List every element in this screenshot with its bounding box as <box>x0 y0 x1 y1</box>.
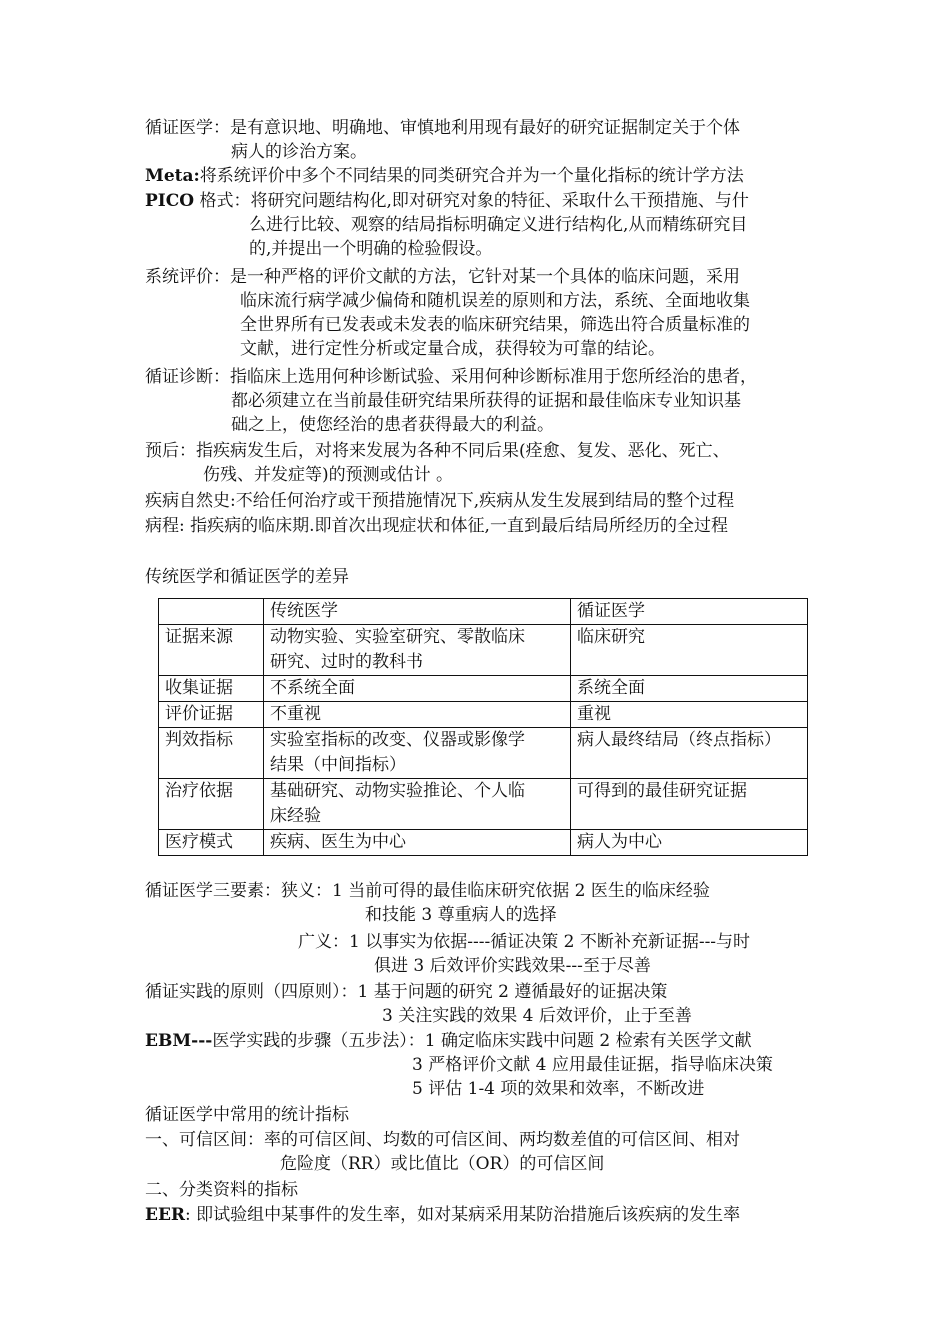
principles-line-2: 3 关注实践的效果 4 后效评价，止于至善 <box>382 1006 692 1026</box>
traditional-cell: 实验室指标的改变、仪器或影像学 结果（中间指标） <box>264 728 571 779</box>
table-header-row <box>159 599 808 625</box>
ebm-cell: 重视 <box>571 702 808 728</box>
systematic-review-line-1: 系统评价：是一种严格的评价文献的方法，它针对某一个具体的临床问题，采用 <box>145 267 740 287</box>
ebm-cell: 系统全面 <box>571 676 808 702</box>
systematic-review-line-4: 文献，进行定性分析或定量合成，获得较为可靠的结论。 <box>240 339 665 359</box>
traditional-cell: 动物实验、实验室研究、零散临床 研究、过时的教科书 <box>264 625 571 676</box>
eer-text: : 即试验组中某事件的发生率，如对某病采用某防治措施后该疾病的发生率 <box>185 1205 741 1225</box>
diagnosis-line-3: 础之上，使您经治的患者获得最大的利益。 <box>231 415 554 435</box>
ebm-cell: 可得到的最佳研究证据 <box>571 779 808 830</box>
row-label: 医疗模式 <box>159 830 264 856</box>
ebm-cell: 病人为中心 <box>571 830 808 856</box>
stats-section-title: 循证医学中常用的统计指标 <box>145 1105 349 1125</box>
meta-definition <box>145 164 744 188</box>
diagnosis-line-1: 循证诊断：指临床上选用何种诊断试验、采用何种诊断标准用于您所经治的患者， <box>145 367 757 387</box>
table-row <box>159 728 808 779</box>
meta-text: 将系统评价中多个不同结果的同类研究合并为一个量化指标的统计学方法 <box>199 166 744 186</box>
prognosis-line-1: 预后：指疾病发生后，对将来发展为各种不同后果(痊愈、复发、恶化、死亡、 <box>145 441 730 461</box>
pico-text-1: 格式：将研究问题结构化,即对研究对象的特征、采取什么干预措施、与什 <box>194 191 749 211</box>
natural-history-term: 疾病自然史: <box>145 491 236 511</box>
table-row <box>159 625 808 676</box>
table-title: 传统医学和循证医学的差异 <box>145 567 349 587</box>
pico-definition-line-3: 的,并提出一个明确的检验假设。 <box>249 239 493 259</box>
row-label: 治疗依据 <box>159 779 264 830</box>
table-row <box>159 676 808 702</box>
traditional-cell: 疾病、医生为中心 <box>264 830 571 856</box>
row-label: 收集证据 <box>159 676 264 702</box>
row-label: 评价证据 <box>159 702 264 728</box>
ebm-definition-line-2: 病人的诊治方案。 <box>231 142 367 162</box>
table-row <box>159 830 808 856</box>
pico-definition-line-1 <box>145 189 749 213</box>
systematic-review-line-2: 临床流行病学减少偏倚和随机误差的原则和方法，系统、全面地收集 <box>240 291 750 311</box>
steps-line-2: 3 严格评价文献 4 应用最佳证据，指导临床决策 <box>412 1055 773 1075</box>
ebm-cell: 病人最终结局（终点指标） <box>571 728 808 779</box>
pico-definition-line-2: 么进行比较、观察的结局指标明确定义进行结构化,从而精练研究目 <box>249 215 748 235</box>
diagnosis-line-2: 都必须建立在当前最佳研究结果所获得的证据和最佳临床专业知识基 <box>231 391 741 411</box>
categorical-section-title: 二、分类资料的指标 <box>145 1180 298 1200</box>
three-elements-line-3: 广义：1 以事实为依据----循证决策 2 不断补充新证据---与时 <box>298 932 751 952</box>
traditional-cell: 基础研究、动物实验推论、个人临 床经验 <box>264 779 571 830</box>
eer-definition <box>145 1203 740 1227</box>
prognosis-line-2: 伤残、并发症等)的预测或估计 。 <box>203 465 454 485</box>
steps-line-3: 5 评估 1-4 项的效果和效率，不断改进 <box>412 1079 705 1099</box>
steps-line-1 <box>145 1029 752 1053</box>
ebm-cell: 临床研究 <box>571 625 808 676</box>
traditional-cell: 不系统全面 <box>264 676 571 702</box>
header-cell-ebm: 循证医学 <box>571 599 808 625</box>
steps-term: EBM--- <box>145 1031 213 1051</box>
comparison-table <box>158 598 808 856</box>
eer-term: EER <box>145 1205 186 1225</box>
row-label: 判效指标 <box>159 728 264 779</box>
course-definition <box>145 514 728 538</box>
header-cell-traditional: 传统医学 <box>264 599 571 625</box>
three-elements-line-1: 循证医学三要素：狭义：1 当前可得的最佳临床研究依据 2 医生的临床经验 <box>145 881 710 901</box>
meta-term: Meta: <box>145 166 200 186</box>
table-row <box>159 779 808 830</box>
principles-line-1: 循证实践的原则（四原则）：1 基于问题的研究 2 遵循最好的证据决策 <box>145 982 668 1002</box>
three-elements-line-2: 和技能 3 尊重病人的选择 <box>365 905 557 925</box>
steps-text-1: 医学实践的步骤（五步法）：1 确定临床实践中问题 2 检索有关医学文献 <box>212 1031 752 1051</box>
ebm-definition-line-1: 循证医学：是有意识地、明确地、审慎地利用现有最好的研究证据制定关于个体 <box>145 118 740 138</box>
natural-history-definition <box>145 489 734 513</box>
confidence-interval-line-1: 一、可信区间：率的可信区间、均数的可信区间、两均数差值的可信区间、相对 <box>145 1130 740 1150</box>
pico-term: PICO <box>145 191 195 211</box>
course-text: 指疾病的临床期.即首次出现症状和体征,一直到最后结局所经历的全过程 <box>184 516 728 536</box>
header-cell-empty <box>159 599 264 625</box>
systematic-review-line-3: 全世界所有已发表或未发表的临床研究结果，筛选出符合质量标准的 <box>240 315 750 335</box>
course-term: 病程: <box>145 516 185 536</box>
confidence-interval-line-2: 危险度（RR）或比值比（OR）的可信区间 <box>280 1154 605 1174</box>
natural-history-text: 不给任何治疗或干预措施情况下,疾病从发生发展到结局的整个过程 <box>235 491 735 511</box>
row-label: 证据来源 <box>159 625 264 676</box>
traditional-cell: 不重视 <box>264 702 571 728</box>
three-elements-line-4: 俱进 3 后效评价实践效果---至于尽善 <box>374 956 651 976</box>
table-row <box>159 702 808 728</box>
